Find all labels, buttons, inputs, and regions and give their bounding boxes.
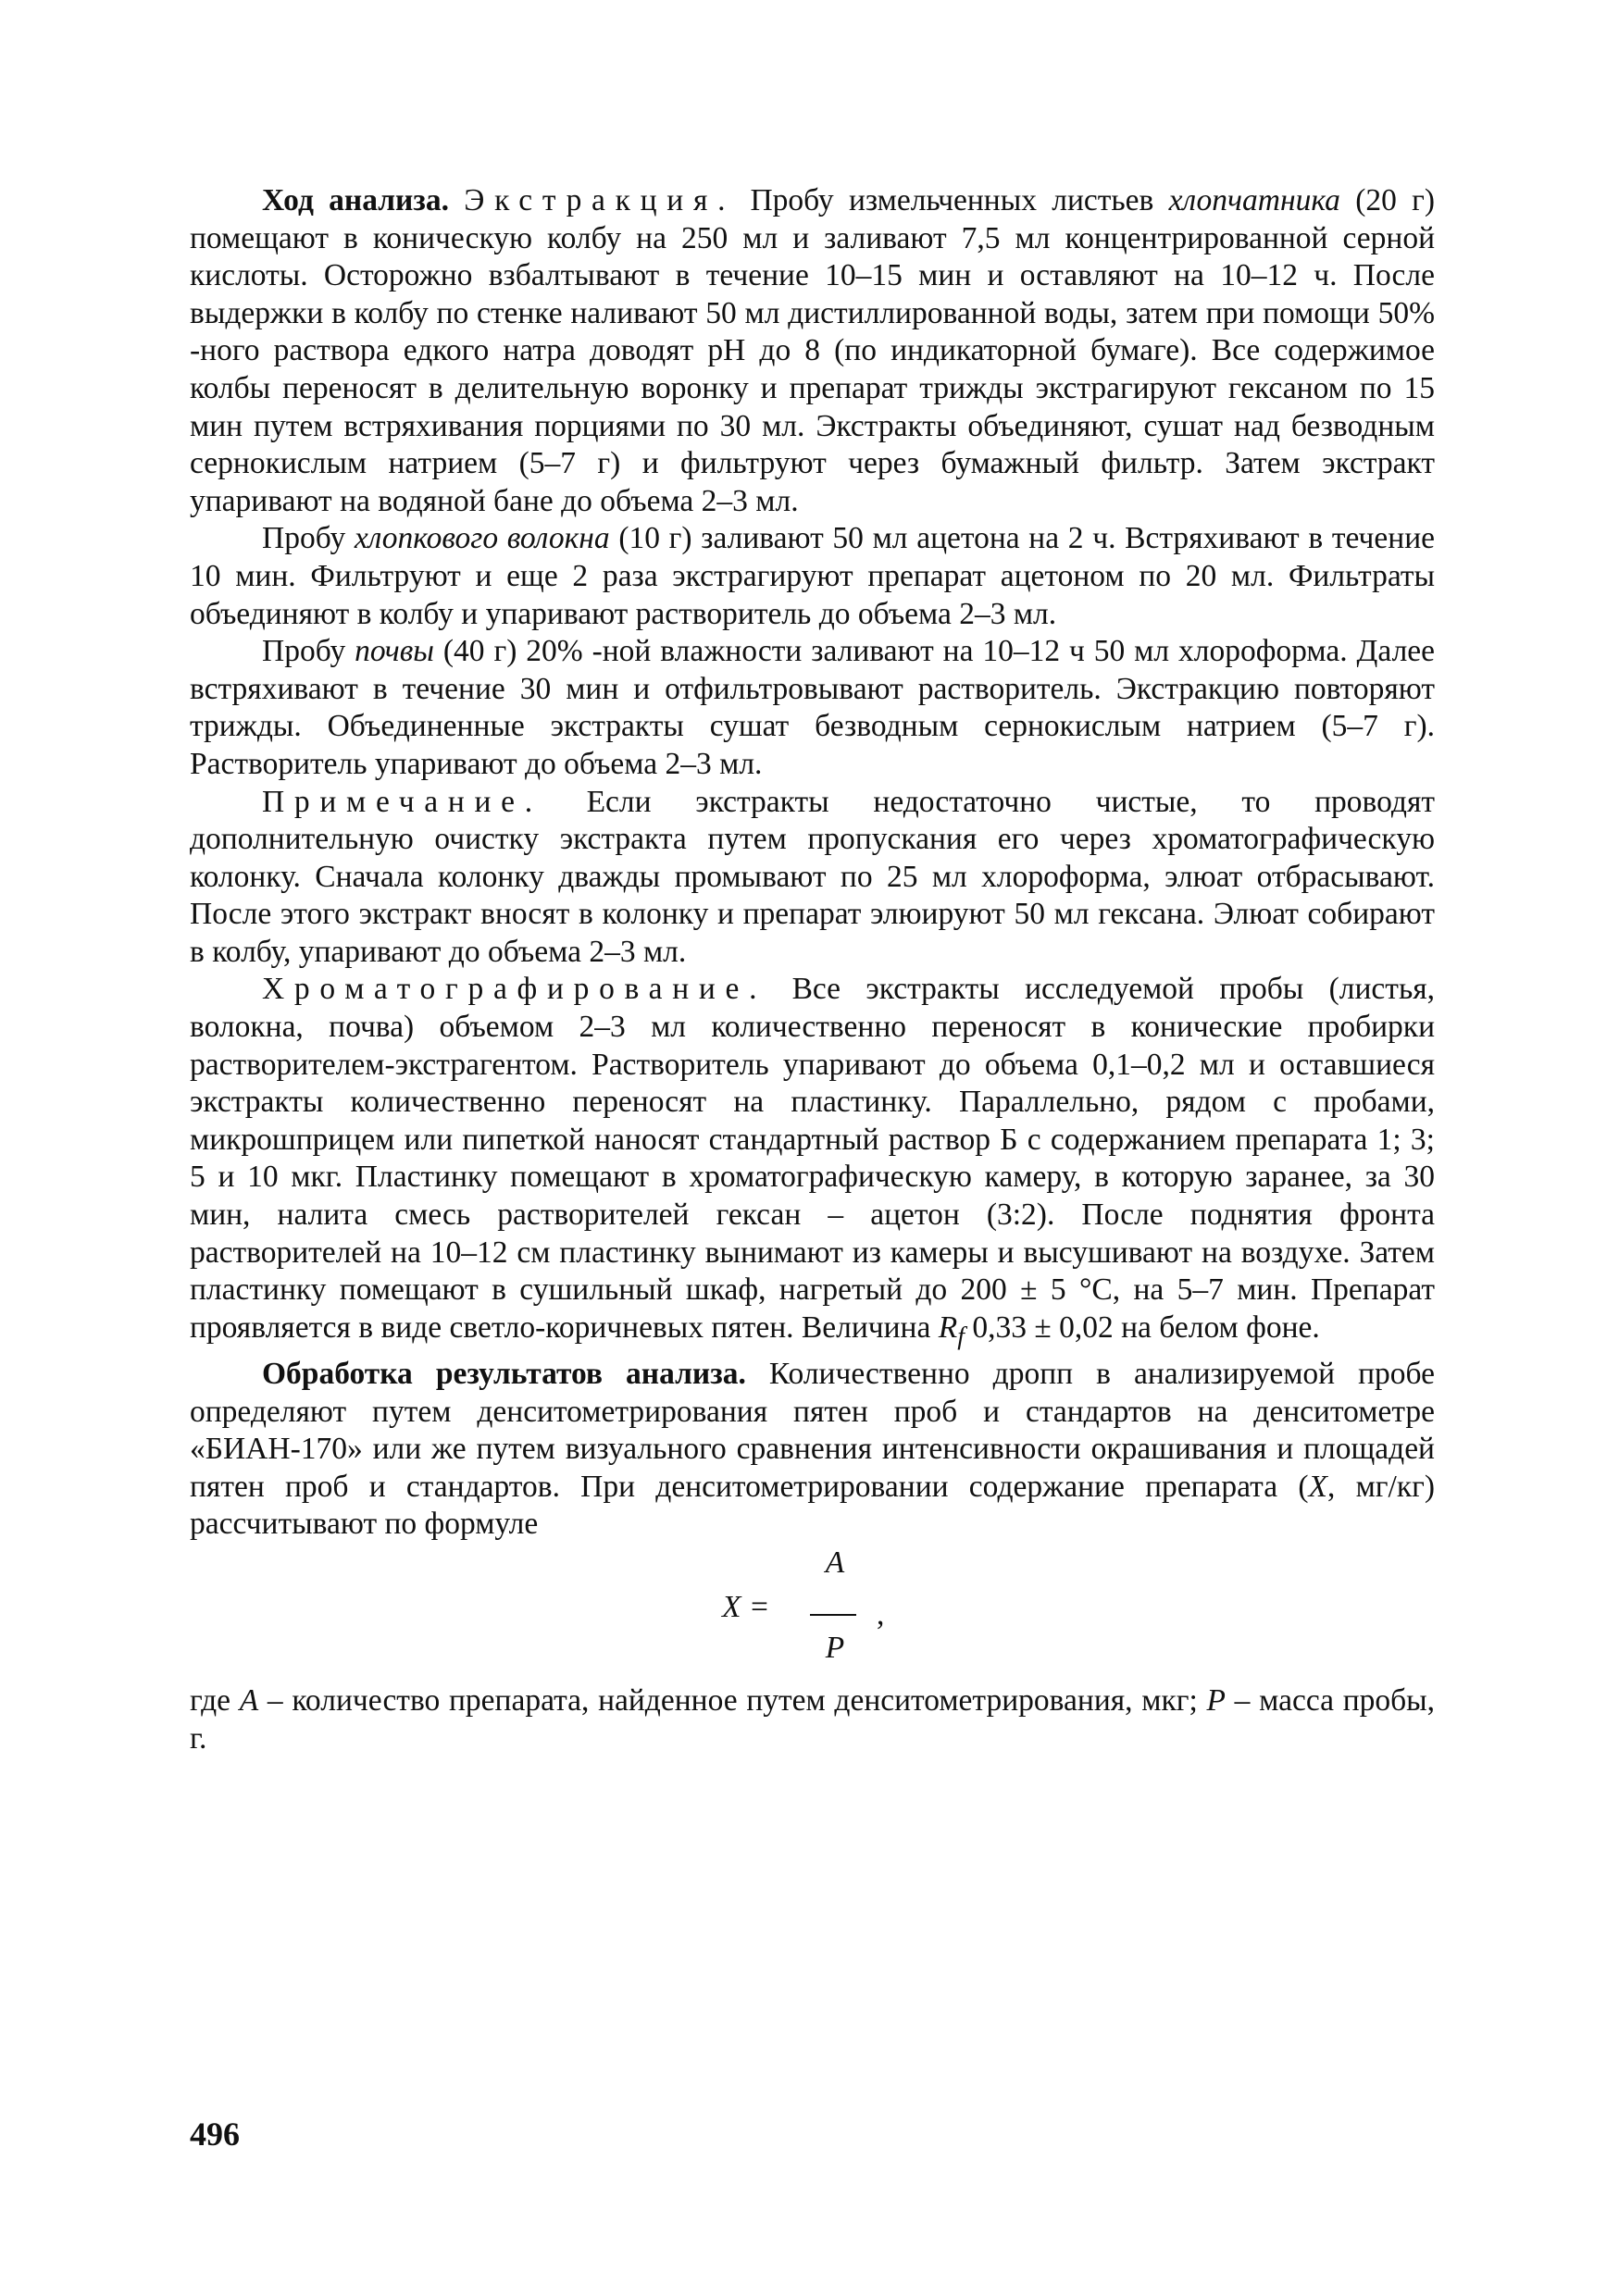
paragraph-chromatography xyxy=(190,971,1435,1356)
formula-numerator: A xyxy=(825,1545,845,1581)
paragraph-note xyxy=(190,784,1435,972)
text-fragment: – количество препарата, найденное путем денситометрирования, мкг; xyxy=(267,1683,1198,1719)
variable-a: A xyxy=(239,1683,259,1719)
page-number: 496 xyxy=(190,2116,240,2153)
variable-x: X xyxy=(1308,1469,1327,1504)
text-fragment: , мг/кг) рассчитывают по формуле xyxy=(190,1469,1435,1542)
text-fragment: Количественно дропп в анализируемой пробе определяют путем денситометрирования пятен проб и стандартов на денситометре «БИАН-170» или же путем визуального сравнения интенсивности окрашивания и площадей пятен проб и стандартов. При денситометрировании содержание препарата ( xyxy=(190,1357,1436,1504)
text-fragment: (10 г) заливают 50 мл ацетона на 2 ч. Встряхивают в течение 10 мин. Фильтруют и еще 2 раза экстрагируют препарат ацетоном по 20 мл. Фильтраты объединяют в колбу и упаривают растворитель до объема 2–3 мл. xyxy=(190,521,1436,631)
text-fragment: Все экстракты исследуемой пробы (листья, волокна, почва) объемом 2–3 мл количественно переносят в конические пробирки растворителем-экстрагентом. Растворитель упаривают до объема 0,1–0,2 мл и оставшиеся экстракты количественно переносят на пластинку. Параллельно, рядом с пробами, микрошприцем или пипеткой наносят стандартный раствор Б с содержанием препарата 1; 3; 5 и 10 мкг. Пластинку помещают в хроматографическую камеру, в которую заранее, за 30 мин, налита смесь растворителей гексан – ацетон (3:2). После поднятия фронта растворителей на 10–12 см пластинку вынимают из камеры и высушивают на воздухе. Затем пластинку помещают в сушильный шкаф, нагретый до 200 ± 5 °С, на 5–7 мин. Препарат проявляется в виде светло-коричневых пятен. Величина xyxy=(190,972,1436,1345)
section-heading-results: Обработка результатов анализа. xyxy=(262,1357,746,1392)
text-fragment: (20 г) помещают в коническую колбу на 250 мл и заливают 7,5 мл концентрированной серной кислоты. Осторожно взбалтывают в течение 10–15 мин и оставляют на 10–12 ч. После выдержки в колбу по стенке наливают 50 мл дистиллированной воды, затем при помощи 50% -ного раствора едкого натра доводят pH до 8 (по индикаторной бумаге). Все содержимое колбы переносят в делительную воронку и препарат трижды экстрагируют гексаном по 15 мин путем встряхивания порциями по 30 мл. Экстракты объединяют, сушат над безводным сернокислым натрием (5–7 г) и фильтруют через бумажный фильтр. Затем экстракт упаривают на водяной бане до объема 2–3 мл. xyxy=(190,183,1436,518)
rf-symbol: R xyxy=(938,1309,958,1345)
paragraph-extraction-cotton-leaves xyxy=(190,182,1435,520)
formula-denominator: P xyxy=(825,1631,845,1666)
text-fragment: 0,33 ± 0,02 на белом фоне. xyxy=(972,1309,1320,1345)
material-name: почвы xyxy=(355,634,434,669)
paragraph-results xyxy=(190,1356,1435,1544)
text-fragment: Пробу xyxy=(262,521,346,556)
paragraph-extraction-cotton-fiber xyxy=(190,520,1435,633)
subheading-note: Примечание. xyxy=(262,784,542,819)
page-body xyxy=(190,182,1435,1757)
rf-subscript: f xyxy=(957,1322,965,1351)
section-heading-analysis: Ход анализа. xyxy=(262,183,449,217)
material-name: хлопчатника xyxy=(1168,183,1340,217)
text-fragment: Если экстракты недостаточно чистые, то проводят дополнительную очистку экстракта путем пропускания его через хроматографическую колонку. Сначала колонку дважды промывают по 25 мл хлороформа, элюат отбрасывают. После этого экстракт вносят в колонку и препарат элюируют 50 мл гексана. Элюат собирают в колбу, упаривают до объема 2–3 мл. xyxy=(190,784,1435,969)
material-name: хлопкового волокна xyxy=(354,521,610,556)
text-fragment: (40 г) 20% -ной влажности заливают на 10–12 ч 50 мл хлороформа. Далее встряхивают в течение 30 мин и отфильтровывают растворитель. Экстракцию повторяют трижды. Объединенные экстракты сушат безводным сернокислым натрием (5–7 г). Растворитель упаривают до объема 2–3 мл. xyxy=(190,634,1436,781)
formula xyxy=(190,1544,1435,1682)
formula-lhs: X = xyxy=(722,1590,770,1625)
text-fragment: – масса пробы, г. xyxy=(190,1683,1436,1756)
text-fragment: где xyxy=(190,1683,230,1719)
formula-comma: , xyxy=(877,1597,885,1632)
text-fragment: Пробу измельченных листьев xyxy=(750,183,1154,217)
subheading-chromatography: Хроматографирование. xyxy=(262,972,767,1007)
variable-p: P xyxy=(1206,1683,1226,1719)
paragraph-extraction-soil xyxy=(190,633,1435,783)
paragraph-definitions xyxy=(190,1682,1435,1757)
fraction-bar xyxy=(810,1614,856,1616)
subheading-extraction: Экстракция. xyxy=(464,183,736,217)
text-fragment: Пробу xyxy=(262,634,346,669)
